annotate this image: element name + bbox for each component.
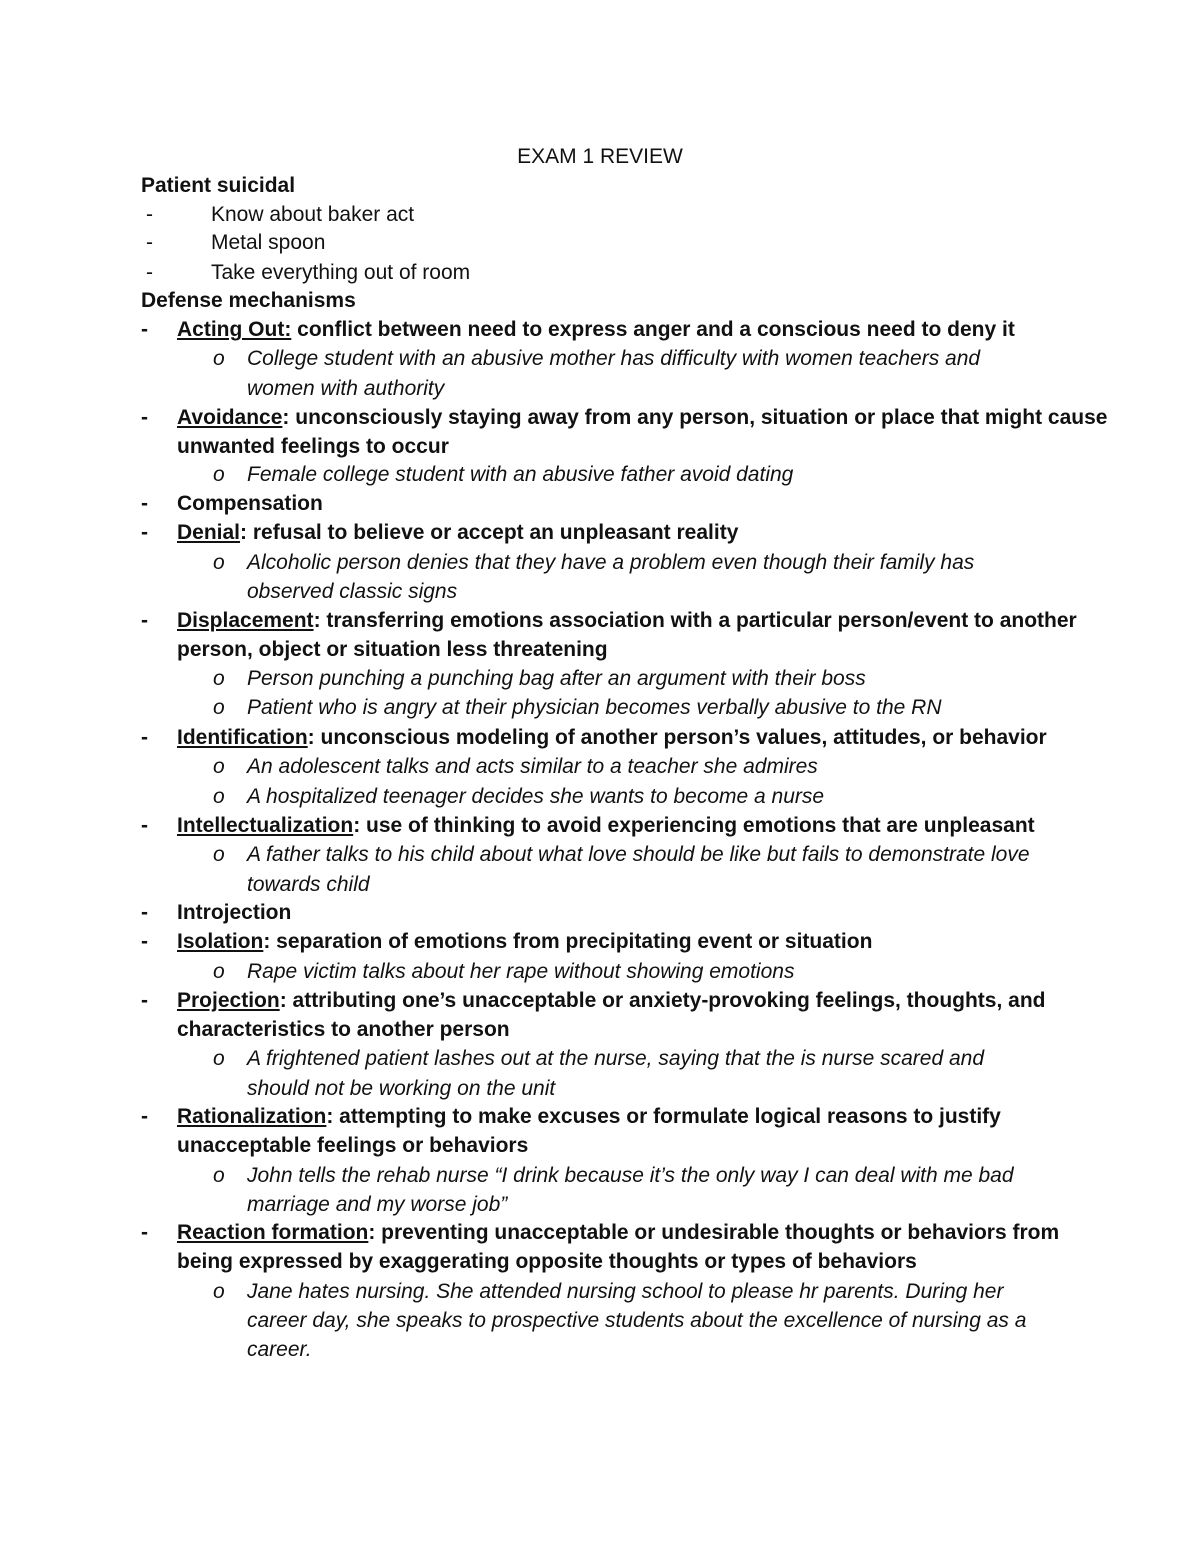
list-dash: -: [141, 521, 148, 544]
list-item: Metal spoon: [211, 231, 326, 254]
example-text: Rape victim talks about her rape without showing emotions: [247, 960, 795, 983]
mechanism-term: Avoidance: [177, 406, 283, 429]
list-dash: -: [141, 318, 148, 341]
example-bullet: o: [213, 755, 225, 778]
example-text: A father talks to his child about what love should be like but fails to demonstrate love: [247, 843, 1030, 866]
definition-text: : attributing one’s unacceptable or anxiety-provoking feelings, thoughts, and: [279, 989, 1046, 1012]
example-bullet: o: [213, 1047, 225, 1070]
mechanism-definition: [177, 1102, 1001, 1131]
definition-text: characteristics to another person: [177, 1018, 510, 1041]
list-dash: -: [146, 261, 153, 284]
mechanism-term: Intellectualization: [177, 814, 354, 837]
example-text: career day, she speaks to prospective students about the excellence of nursing as a: [247, 1309, 1027, 1332]
definition-text: : separation of emotions from precipitating event or situation: [263, 930, 873, 953]
example-bullet: o: [213, 785, 225, 808]
definition-text: person, object or situation less threatening: [177, 638, 608, 661]
example-text: Female college student with an abusive father avoid dating: [247, 463, 794, 486]
section-heading-defense-mechanisms: Defense mechanisms: [141, 289, 356, 312]
definition-text: unacceptable feelings or behaviors: [177, 1134, 529, 1157]
list-dash: -: [141, 406, 148, 429]
mechanism-definition: [177, 403, 1107, 432]
example-text: Patient who is angry at their physician becomes verbally abusive to the RN: [247, 696, 942, 719]
example-bullet: o: [213, 696, 225, 719]
example-bullet: o: [213, 551, 225, 574]
mechanism-term: Acting Out:: [177, 318, 292, 341]
example-bullet: o: [213, 463, 225, 486]
definition-text: conflict between need to express anger and a conscious need to deny it: [291, 318, 1015, 341]
example-text: Jane hates nursing. She attended nursing school to please hr parents. During her: [247, 1280, 1004, 1303]
definition-text: : refusal to believe or accept an unpleasant reality: [240, 521, 739, 544]
list-dash: -: [146, 231, 153, 254]
list-item: Know about baker act: [211, 203, 415, 226]
list-dash: -: [146, 203, 153, 226]
mechanism-term: Displacement: [177, 609, 314, 632]
mechanism-definition: [177, 315, 1015, 344]
example-bullet: o: [213, 667, 225, 690]
list-dash: -: [141, 901, 148, 924]
example-text: A hospitalized teenager decides she wants to become a nurse: [247, 785, 825, 808]
example-bullet: o: [213, 347, 225, 370]
mechanism-definition: [177, 986, 1045, 1015]
mechanism-definition: [177, 606, 1077, 635]
list-dash: -: [141, 1105, 148, 1128]
list-dash: -: [141, 492, 148, 515]
definition-text: : unconsciously staying away from any person, situation or place that might cause: [282, 406, 1108, 429]
example-text: College student with an abusive mother has difficulty with women teachers and: [247, 347, 981, 370]
mechanism-term: Rationalization: [177, 1105, 327, 1128]
section-heading-patient-suicidal: Patient suicidal: [141, 174, 296, 197]
example-text: John tells the rehab nurse “I drink because it’s the only way I can deal with me bad: [247, 1164, 1014, 1187]
definition-text: unwanted feelings to occur: [177, 435, 449, 458]
definition-text: : transferring emotions association with a particular person/event to another: [313, 609, 1077, 632]
example-text: Alcoholic person denies that they have a problem even though their family has: [247, 551, 975, 574]
definition-text: being expressed by exaggerating opposite thoughts or types of behaviors: [177, 1250, 917, 1273]
mechanism-term: Isolation: [177, 930, 264, 953]
definition-text: : preventing unacceptable or undesirable thoughts or behaviors from: [368, 1221, 1060, 1244]
definition-text: : use of thinking to avoid experiencing emotions that are unpleasant: [353, 814, 1035, 837]
mechanism-term: Projection: [177, 989, 280, 1012]
definition-text: : attempting to make excuses or formulate logical reasons to justify: [326, 1105, 1001, 1128]
list-item: Take everything out of room: [211, 261, 471, 284]
example-bullet: o: [213, 1280, 225, 1303]
mechanism-definition: [177, 1218, 1059, 1247]
definition-text: : unconscious modeling of another person’s values, attitudes, or behavior: [307, 726, 1047, 749]
list-dash: -: [141, 1221, 148, 1244]
document-title: EXAM 1 REVIEW: [517, 145, 683, 168]
example-text: An adolescent talks and acts similar to a teacher she admires: [247, 755, 818, 778]
list-dash: -: [141, 930, 148, 953]
list-dash: -: [141, 814, 148, 837]
mechanism-term: Introjection: [177, 901, 292, 924]
mechanism-definition: [177, 927, 872, 956]
mechanism-definition: [177, 723, 1047, 752]
example-text: should not be working on the unit: [247, 1077, 556, 1100]
list-dash: -: [141, 726, 148, 749]
mechanism-term: Reaction formation: [177, 1221, 369, 1244]
mechanism-definition: [177, 811, 1035, 840]
example-text: towards child: [247, 873, 370, 896]
example-bullet: o: [213, 843, 225, 866]
example-text: Person punching a punching bag after an argument with their boss: [247, 667, 866, 690]
example-text: observed classic signs: [247, 580, 458, 603]
example-text: career.: [247, 1338, 312, 1361]
example-text: women with authority: [247, 377, 445, 400]
list-dash: -: [141, 989, 148, 1012]
mechanism-definition: [177, 518, 738, 547]
list-dash: -: [141, 609, 148, 632]
mechanism-term: Denial: [177, 521, 241, 544]
example-bullet: o: [213, 960, 225, 983]
mechanism-term: Compensation: [177, 492, 323, 515]
example-text: A frightened patient lashes out at the nurse, saying that the is nurse scared and: [247, 1047, 985, 1070]
example-text: marriage and my worse job”: [247, 1193, 508, 1216]
example-bullet: o: [213, 1164, 225, 1187]
mechanism-term: Identification: [177, 726, 308, 749]
